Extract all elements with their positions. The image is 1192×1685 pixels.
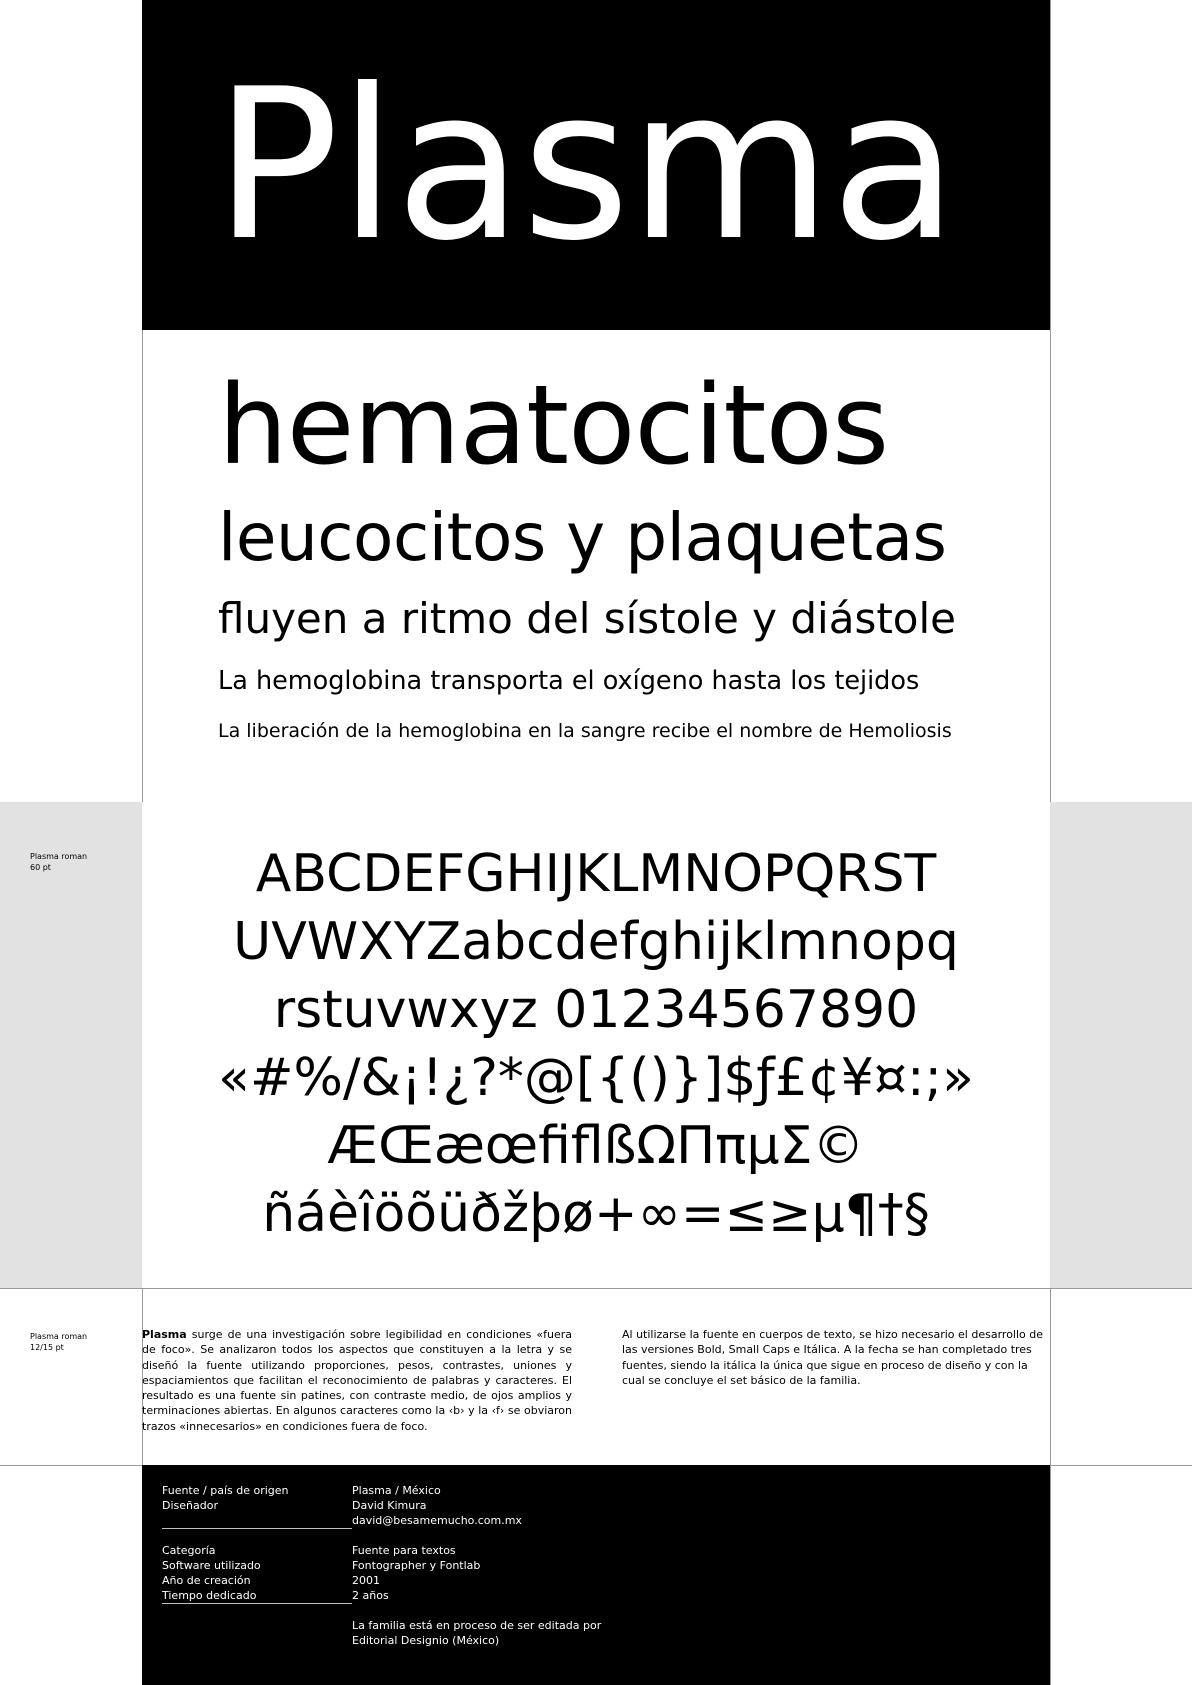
value-time: 2 años xyxy=(352,1589,389,1602)
glyph-band-bottom-rule xyxy=(0,1288,1192,1289)
footer-note-line-1: La familia está en proceso de ser editada por xyxy=(352,1619,602,1632)
page-title: Plasma xyxy=(214,45,958,287)
label-origin: Fuente / país de origen xyxy=(162,1484,289,1497)
footer-info-block xyxy=(142,1465,1050,1685)
specimen-line-5: La liberación de la hemoglobina en la sangre recibe el nombre de Hemoliosis xyxy=(218,720,952,742)
value-designer: David Kimura xyxy=(352,1499,427,1512)
label-time: Tiempo dedicado xyxy=(162,1589,257,1602)
glyph-row-5: ÆŒæœfiflßΩΠπµΣ© xyxy=(327,1116,865,1176)
glyph-row-2: UVWXYZabcdefghijklmnopq xyxy=(233,912,959,972)
glyph-band-right xyxy=(1050,802,1192,1288)
value-origin: Plasma / México xyxy=(352,1484,441,1497)
glyph-row-1: ABCDEFGHIJKLMNOPQRST xyxy=(255,844,937,904)
body-column-left xyxy=(142,1327,572,1434)
body-right-text: Al utilizarse la fuente en cuerpos de texto, se hizo necesario el desarrollo de las versiones Bold, Small Caps e Itálica. A la fecha se han completado tres fuentes, siendo la itálica la única que sigue en proceso de diseño y con la cual se concluye el set básico de la familia. xyxy=(622,1328,1044,1387)
body-note-line-2: 12/15 pt xyxy=(30,1343,64,1352)
glyph-row-3: rstuvwxyz 01234567890 xyxy=(273,980,919,1040)
value-software: Fontographer y Fontlab xyxy=(352,1559,481,1572)
label-software: Software utilizado xyxy=(162,1559,261,1572)
label-category: Categoría xyxy=(162,1544,216,1557)
value-category: Fuente para textos xyxy=(352,1544,456,1557)
specimen-line-2: leucocitos y plaquetas xyxy=(218,499,947,576)
specimen-line-3: fluyen a ritmo del sístole y diástole xyxy=(218,594,956,643)
glyph-row-4: «#%/&¡!¿?*@[{()}]$ƒ£¢¥¤:;» xyxy=(218,1048,974,1108)
body-size-note xyxy=(30,1331,87,1353)
value-year: 2001 xyxy=(352,1574,380,1587)
footer-rule-1 xyxy=(162,1528,352,1529)
glyph-band-left xyxy=(0,802,142,1288)
body-left-text: surge de una investigación sobre legibilidad en condiciones «fuera de foco». Se analizaron todos los aspectos que constituyen a la letra y se diseñó la fuente utilizando proporciones, pesos, contrastes, uniones y espaciamientos que facilitan el reconocimiento de palabras y caracteres. El resultado es una fuente sin patines, con contraste medio, de ojos amplios y terminaciones abiertas. En algunos caracteres como la ‹b› y la ‹f› se obviaron trazos «innecesarios» en condiciones fuera de foco. xyxy=(142,1328,572,1433)
label-designer: Diseñador xyxy=(162,1499,218,1512)
body-column-right xyxy=(622,1327,1052,1388)
value-email: david@besamemucho.com.mx xyxy=(352,1514,522,1527)
title-block xyxy=(142,0,1050,330)
glyph-panel xyxy=(142,802,1050,1288)
specimen-line-4: La hemoglobina transporta el oxígeno hasta los tejidos xyxy=(218,666,920,696)
specimen-line-1: hematocitos xyxy=(218,361,889,489)
body-lead-word: Plasma xyxy=(142,1328,187,1341)
glyph-row-6: ñáèîöõüðžþø+∞=≤≥µ¶†§ xyxy=(262,1184,930,1244)
footer-note-line-2: Editorial Designio (México) xyxy=(352,1634,500,1647)
glyph-note-line-2: 60 pt xyxy=(30,863,51,872)
label-year: Año de creación xyxy=(162,1574,251,1587)
glyph-note-line-1: Plasma roman xyxy=(30,852,88,861)
glyph-size-note xyxy=(30,851,87,873)
body-note-line-1: Plasma roman xyxy=(30,1332,88,1341)
footer-rule-2 xyxy=(162,1603,352,1604)
